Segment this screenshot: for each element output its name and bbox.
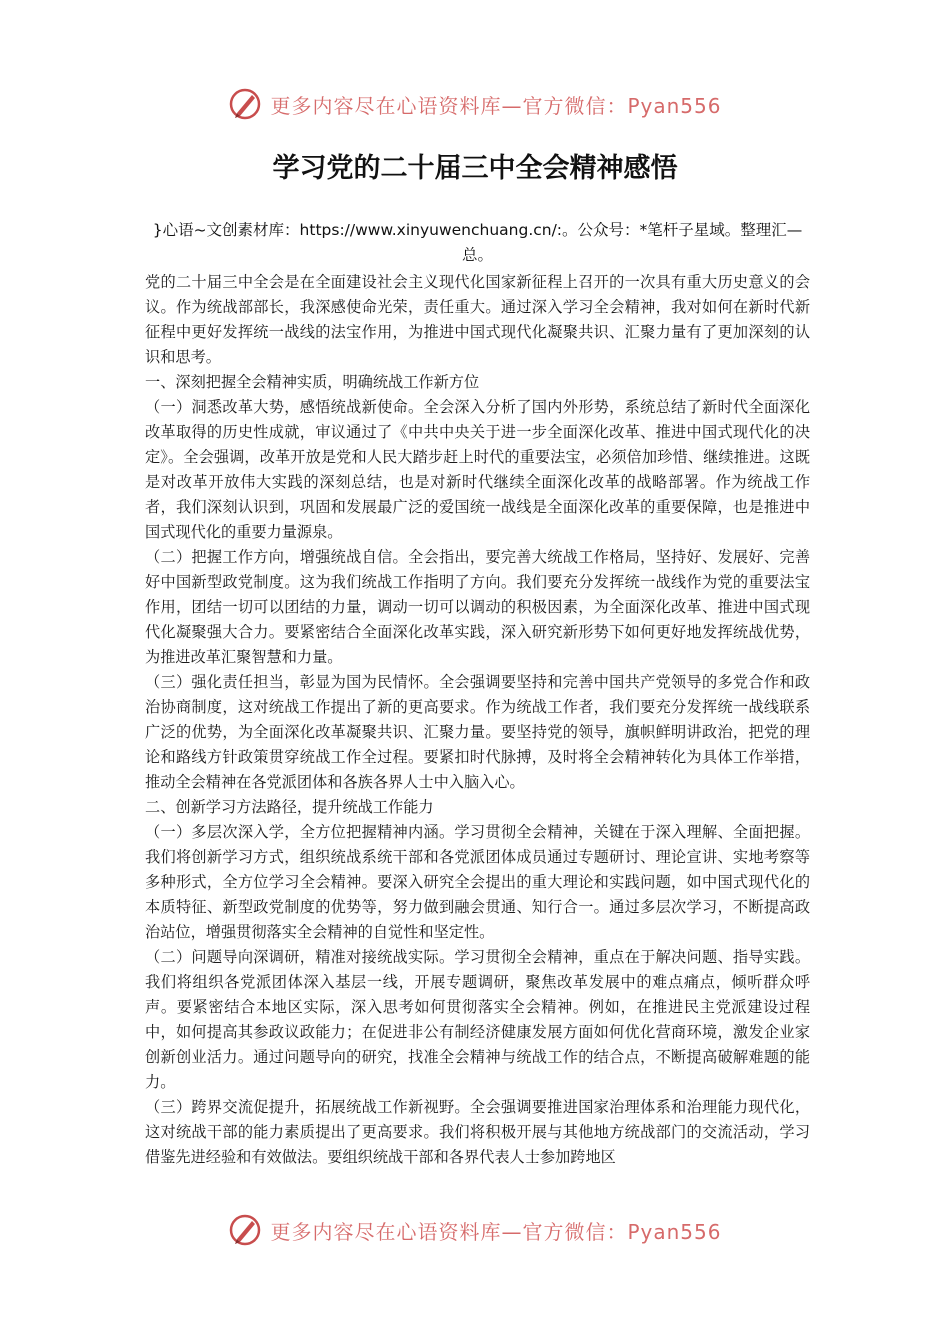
section-heading: 二、创新学习方法路径，提升统战工作能力	[145, 798, 434, 816]
article-body	[145, 270, 810, 1170]
paragraph: 党的二十届三中全会是在全面建设社会主义现代化国家新征程上召开的一次具有重大历史意义的会议。作为统战部部长，我深感使命光荣，责任重大。通过深入学习全会精神，我对如何在新时代新征程中更好发挥统一战线的法宝作用，为推进中国式现代化凝聚共识、汇聚力量有了更加深刻的认识和思考。	[145, 273, 810, 366]
paragraph: （三）跨界交流促提升，拓展统战工作新视野。全会强调要推进国家治理体系和治理能力现代化，这对统战干部的能力素质提出了更高要求。我们将积极开展与其他地方统战部门的交流活动，学习借鉴先进经验和有效做法。要组织统战干部和各界代表人士参加跨地区	[145, 1098, 810, 1166]
paragraph: （一）洞悉改革大势，感悟统战新使命。全会深入分析了国内外形势，系统总结了新时代全面深化改革取得的历史性成就，审议通过了《中共中央关于进一步全面深化改革、推进中国式现代化的决定》。全会强调，改革开放是党和人民大踏步赶上时代的重要法宝，必须倍加珍惜、继续推进。这既是对改革开放伟大实践的深刻总结，也是对新时代继续全面深化改革的战略部署。作为统战工作者，我们深刻认识到，巩固和发展最广泛的爱国统一战线是全面深化改革的重要保障，也是推进中国式现代化的重要力量源泉。	[145, 398, 810, 541]
paragraph: （二）把握工作方向，增强统战自信。全会指出，要完善大统战工作格局，坚持好、发展好、完善好中国新型政党制度。这为我们统战工作指明了方向。我们要充分发挥统一战线作为党的重要法宝作用，团结一切可以团结的力量，调动一切可以调动的积极因素，为全面深化改革、推进中国式现代化凝聚强大合力。要紧密结合全面深化改革实践，深入研究新形势下如何更好地发挥统战优势，为推进改革汇聚智慧和力量。	[145, 548, 810, 666]
paragraph: （二）问题导向深调研，精准对接统战实际。学习贯彻全会精神，重点在于解决问题、指导实践。我们将组织各党派团体深入基层一线，开展专题调研，聚焦改革发展中的难点痛点，倾听群众呼声。要紧密结合本地区实际，深入思考如何贯彻落实全会精神。例如，在推进民主党派建设过程中，如何提高其参政议政能力；在促进非公有制经济健康发展方面如何优化营商环境，激发企业家创新创业活力。通过问题导向的研究，找准全会精神与统战工作的结合点，不断提高破解难题的能力。	[145, 948, 810, 1091]
watermark-text: 更多内容尽在心语资料库—官方微信：Pyan556	[270, 1219, 722, 1244]
section-heading: 一、深刻把握全会精神实质，明确统战工作新方位	[145, 373, 480, 391]
source-line: }心语~文创素材库：https://www.xinyuwenchuang.cn/:。公众号：*笔杆子星域。整理汇—总。	[152, 221, 803, 264]
watermark-banner-top	[0, 84, 950, 124]
watermark-banner-bottom	[0, 1210, 950, 1250]
watermark-text: 更多内容尽在心语资料库—官方微信：Pyan556	[270, 93, 722, 118]
paragraph: （一）多层次深入学，全方位把握精神内涵。学习贯彻全会精神，关键在于深入理解、全面把握。我们将创新学习方式，组织统战系统干部和各党派团体成员通过专题研讨、理论宣讲、实地考察等多种形式，全方位学习全会精神。要深入研究全会提出的重大理论和实践问题，如中国式现代化的本质特征、新型政党制度的优势等，努力做到融会贯通、知行合一。通过多层次学习，不断提高政治站位，增强贯彻落实全会精神的自觉性和坚定性。	[145, 823, 810, 941]
pen-logo-icon	[228, 1213, 262, 1247]
pen-logo-icon	[228, 87, 262, 121]
paragraph: （三）强化责任担当，彰显为国为民情怀。全会强调要坚持和完善中国共产党领导的多党合作和政治协商制度，这对统战工作提出了新的更高要求。作为统战工作者，我们要充分发挥统一战线联系广泛的优势，为全面深化改革凝聚共识、汇聚力量。要坚持党的领导，旗帜鲜明讲政治，把党的理论和路线方针政策贯穿统战工作全过程。要紧扣时代脉搏，及时将全会精神转化为具体工作举措，推动全会精神在各党派团体和各族各界人士中入脑入心。	[145, 673, 810, 791]
page-title: 学习党的二十届三中全会精神感悟	[272, 153, 678, 184]
